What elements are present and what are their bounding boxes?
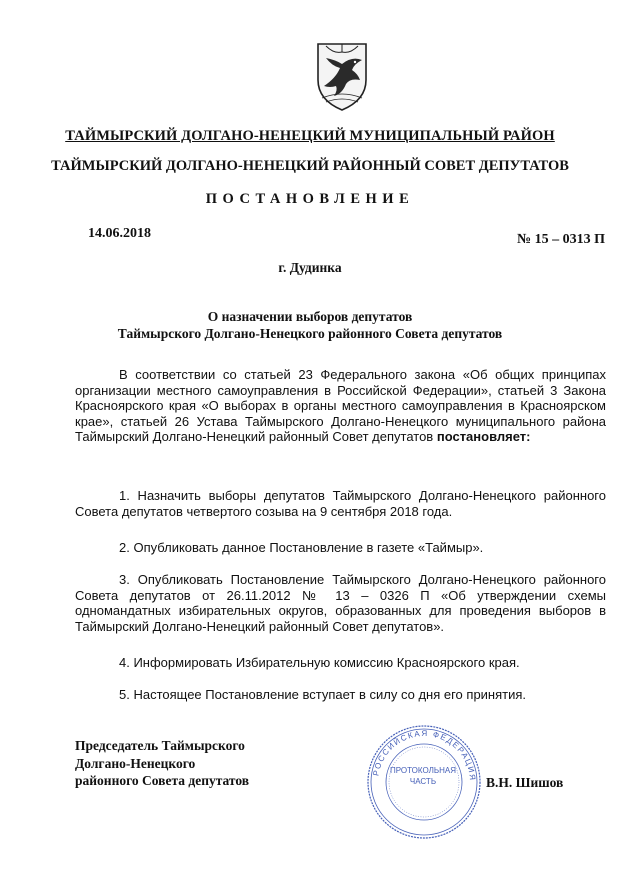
subject-line-2: Таймырского Долгано-Ненецкого районного Совета депутатов [117, 326, 503, 341]
document-type-title: ПОСТАНОВЛЕНИЕ [205, 191, 415, 207]
signatory-name: В.Н. Шишов [486, 775, 564, 790]
document-date: 14.06.2018 [88, 226, 151, 241]
signatory-position [75, 737, 249, 790]
signatory-position-line-2: Долгано-Ненецкого [75, 755, 196, 771]
signatory-position-line-1: Председатель Таймырского [75, 738, 245, 753]
preamble-text: В соответствии со статьей 23 Федерального закона «Об общих принципах организации местного самоуправления в Российской Федерации», статьей 3 Закона Красноярского края «О выборах в органы местного самоуправления в Красноярском крае», статьей 26 Устава Таймырского Долгано-Ненецкого муниципального района Таймырский Долгано-Ненецкий районный Совет депутатов [75, 367, 606, 444]
resolution-item-2: 2. Опубликовать данное Постановление в газете «Таймыр». [119, 540, 484, 555]
organization-district-title: ТАЙМЫРСКИЙ ДОЛГАНО-НЕНЕЦКИЙ МУНИЦИПАЛЬНЫЙ РАЙОН [65, 128, 555, 144]
seal-center-line-2: ЧАСТЬ [409, 777, 437, 786]
seal-center-line-1: ПРОТОКОЛЬНАЯ [390, 766, 456, 775]
seal-ring-text: РОССИЙСКАЯ ФЕДЕРАЦИЯ [371, 728, 478, 782]
resolution-item-4: 4. Информировать Избирательную комиссию Красноярского края. [119, 655, 520, 670]
taimyr-emblem-icon [312, 40, 372, 112]
preamble-paragraph [75, 367, 606, 445]
signatory-position-line-3: районного Совета депутатов [75, 773, 250, 788]
resolution-item-1: 1. Назначить выборы депутатов Таймырского Долгано-Ненецкого районного Совета депутатов четвертого созыва на 9 сентября 2018 года. [75, 488, 606, 519]
resolution-item-3: 3. Опубликовать Постановление Таймырского Долгано-Ненецкого районного Совета депутатов от 26.11.2012 № 13 – 0326 П «Об утверждении схемы одномандатных избирательных округов, образованных для проведения выборов в Таймырский Долгано-Ненецкий районный Совет депутатов». [75, 572, 606, 634]
resolution-item-5: 5. Настоящее Постановление вступает в силу со дня его принятия. [119, 687, 527, 702]
seal-center-text [390, 765, 456, 787]
document-number: № 15 – 0313 П [517, 232, 605, 247]
document-city: г. Дудинка [278, 260, 342, 275]
subject-line-1: О назначении выборов депутатов [207, 309, 413, 324]
organization-council-title: ТАЙМЫРСКИЙ ДОЛГАНО-НЕНЕЦКИЙ РАЙОННЫЙ СОВЕТ ДЕПУТАТОВ [51, 158, 569, 174]
resolves-keyword: постановляет: [436, 429, 531, 444]
